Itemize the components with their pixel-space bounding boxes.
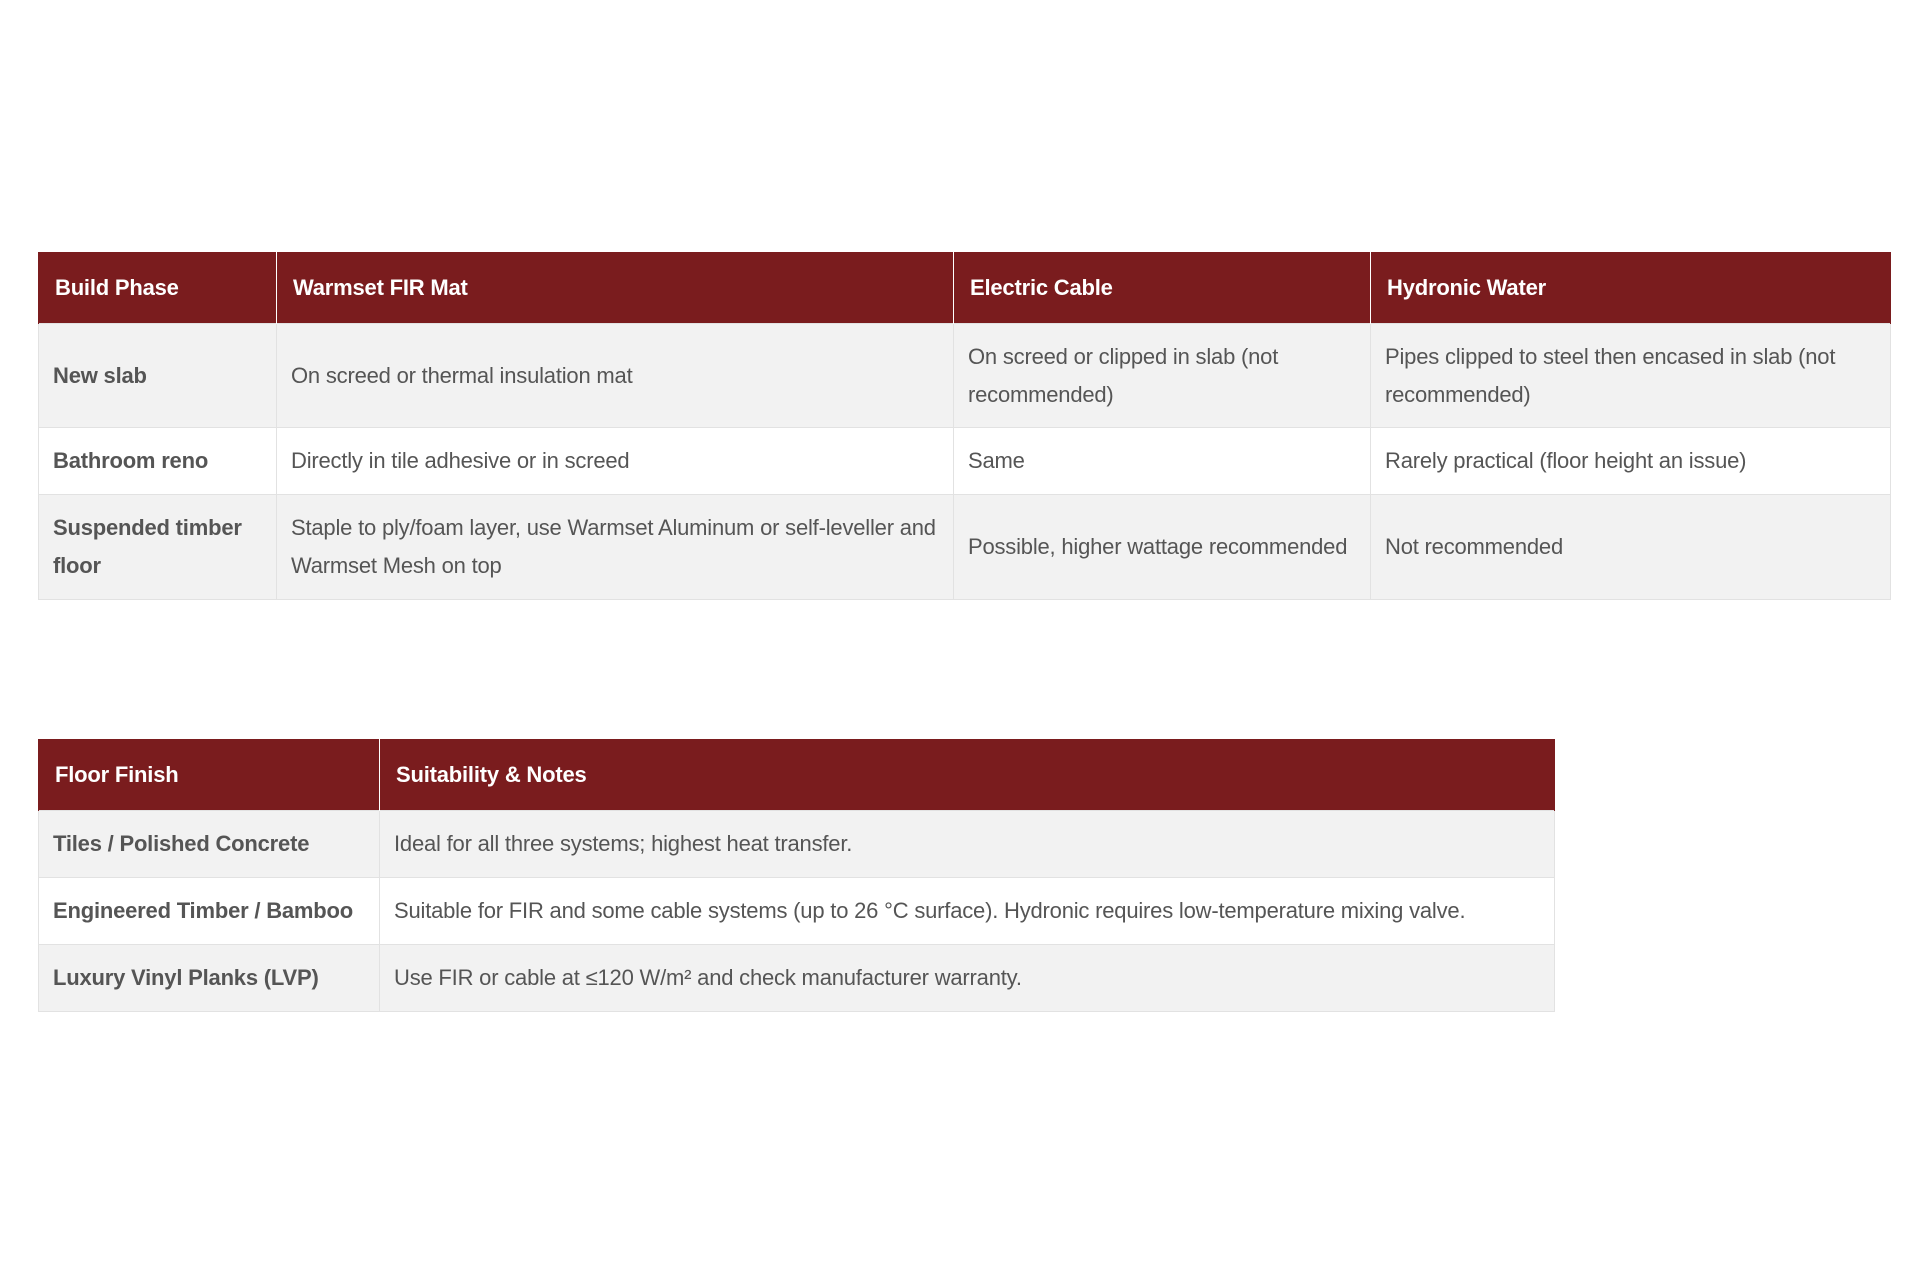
table-cell: Directly in tile adhesive or in screed [277,428,954,495]
table-cell: Use FIR or cable at ≤120 W/m² and check manufacturer warranty. [380,945,1555,1012]
header-suitability-notes: Suitability & Notes [380,739,1555,811]
table-cell: Suitable for FIR and some cable systems (up to 26 °C surface). Hydronic requires low-temperature mixing valve. [380,878,1555,945]
table-cell: On screed or thermal insulation mat [277,324,954,428]
table-header-row [39,252,1891,324]
table-row [39,945,1555,1012]
header-warmset-fir-mat: Warmset FIR Mat [277,252,954,324]
table-row [39,811,1555,878]
row-label: Suspended timber floor [39,495,277,600]
table-cell: Same [954,428,1371,495]
row-label: Engineered Timber / Bamboo [39,878,380,945]
table-cell: Rarely practical (floor height an issue) [1371,428,1891,495]
table-cell: On screed or clipped in slab (not recommended) [954,324,1371,428]
table-row [39,428,1891,495]
table-row [39,878,1555,945]
table-header-row [39,739,1555,811]
row-label: Tiles / Polished Concrete [39,811,380,878]
table-cell: Staple to ply/foam layer, use Warmset Aluminum or self-leveller and Warmset Mesh on top [277,495,954,600]
row-label: Bathroom reno [39,428,277,495]
row-label: New slab [39,324,277,428]
build-phase-table [38,252,1891,600]
table-cell: Ideal for all three systems; highest heat transfer. [380,811,1555,878]
header-hydronic-water: Hydronic Water [1371,252,1891,324]
floor-finish-table [38,739,1555,1012]
header-electric-cable: Electric Cable [954,252,1371,324]
table-row [39,324,1891,428]
header-floor-finish: Floor Finish [39,739,380,811]
header-build-phase: Build Phase [39,252,277,324]
table-cell: Possible, higher wattage recommended [954,495,1371,600]
table-cell: Not recommended [1371,495,1891,600]
table-cell: Pipes clipped to steel then encased in slab (not recommended) [1371,324,1891,428]
table-row [39,495,1891,600]
row-label: Luxury Vinyl Planks (LVP) [39,945,380,1012]
